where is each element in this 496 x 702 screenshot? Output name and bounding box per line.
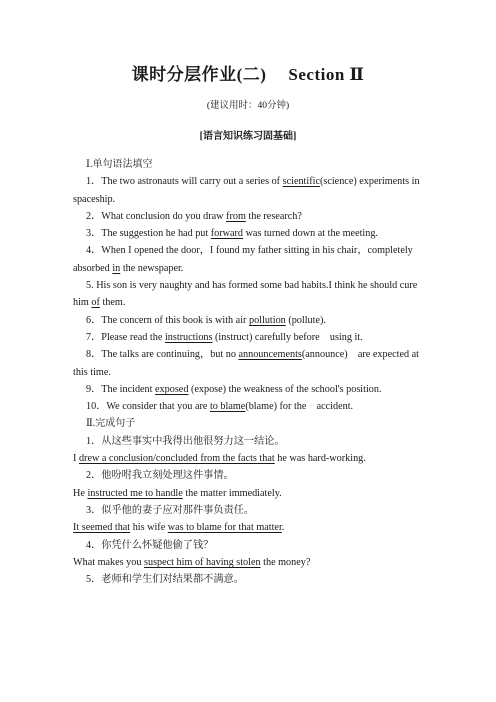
question-5-cont: him of them.	[73, 297, 126, 309]
page-title	[0, 60, 496, 85]
answer-4: in	[112, 262, 121, 274]
question-9: 9．The incident exposed (expose) the weakness of the school's position.	[86, 383, 382, 395]
translate-5-prompt: 5．老师和学生们对结果都不满意。	[86, 574, 244, 586]
question-2: 2．What conclusion do you draw from the research?	[86, 210, 302, 222]
translate-3-answer: It seemed that his wife was to blame for that matter.	[73, 522, 285, 534]
time-note: (建议用时：40分钟)	[206, 101, 290, 111]
question-1: 1．The two astronauts will carry out a series of scientific(science) experiments in	[86, 176, 420, 188]
answer-6: pollution	[248, 314, 286, 326]
section-label: Section Ⅱ	[288, 65, 365, 84]
translate-2-prompt: 2．他吩咐我立刻处理这件事情。	[86, 470, 234, 482]
answer-5: of	[91, 297, 100, 309]
question-5: 5. His son is very naughty and has formed some bad habits.I think he should cure	[86, 280, 418, 292]
answer-2: from	[226, 210, 246, 222]
question-8-cont: this time.	[73, 366, 111, 378]
translate-1-prompt: 1．从这些事实中我得出他很努力这一结论。	[86, 435, 285, 447]
answer-10: to blame	[209, 401, 246, 413]
translate-2-answer: He instructed me to handle the matter immediately.	[73, 487, 282, 499]
part1-heading: Ⅰ.单句语法填空	[86, 159, 153, 170]
answer-8: announcements	[238, 349, 302, 361]
question-10: 10．We consider that you are to blame(blame) for the accident.	[86, 401, 354, 413]
question-4: 4．When I opened the door，I found my father sitting in his chair，completely	[86, 245, 413, 257]
question-8: 8．The talks are continuing，but no announcements(announce) are expected at	[86, 349, 419, 361]
question-3: 3．The suggestion he had put forward was turned down at the meeting.	[86, 228, 378, 240]
exercise-body	[73, 156, 429, 588]
part2-heading: Ⅱ.完成句子	[86, 418, 136, 430]
answer-9: exposed	[155, 383, 189, 395]
translate-3-prompt: 3．似乎他的妻子应对那件事负责任。	[86, 504, 255, 516]
translate-1-answer: I drew a conclusion/concluded from the facts that he was hard-working.	[73, 453, 366, 465]
answer-7: instructions	[164, 331, 213, 343]
question-1-cont: spaceship.	[73, 193, 116, 205]
question-6: 6．The concern of this book is with air pollution (pollute).	[86, 314, 326, 326]
question-7: 7．Please read the instructions (instruct) carefully before using it.	[86, 331, 363, 343]
section-banner: [语言知识练习固基础]	[199, 131, 297, 142]
title-text: 课时分层作业(二)	[131, 65, 267, 84]
answer-3: forward	[210, 228, 244, 240]
translate-4-answer: What makes you suspect him of having stolen the money?	[73, 556, 311, 568]
question-4-cont: absorbed in the newspaper.	[73, 262, 184, 274]
translate-4-prompt: 4．你凭什么怀疑他偷了钱？	[86, 539, 214, 551]
answer-1: scientific	[282, 176, 320, 188]
